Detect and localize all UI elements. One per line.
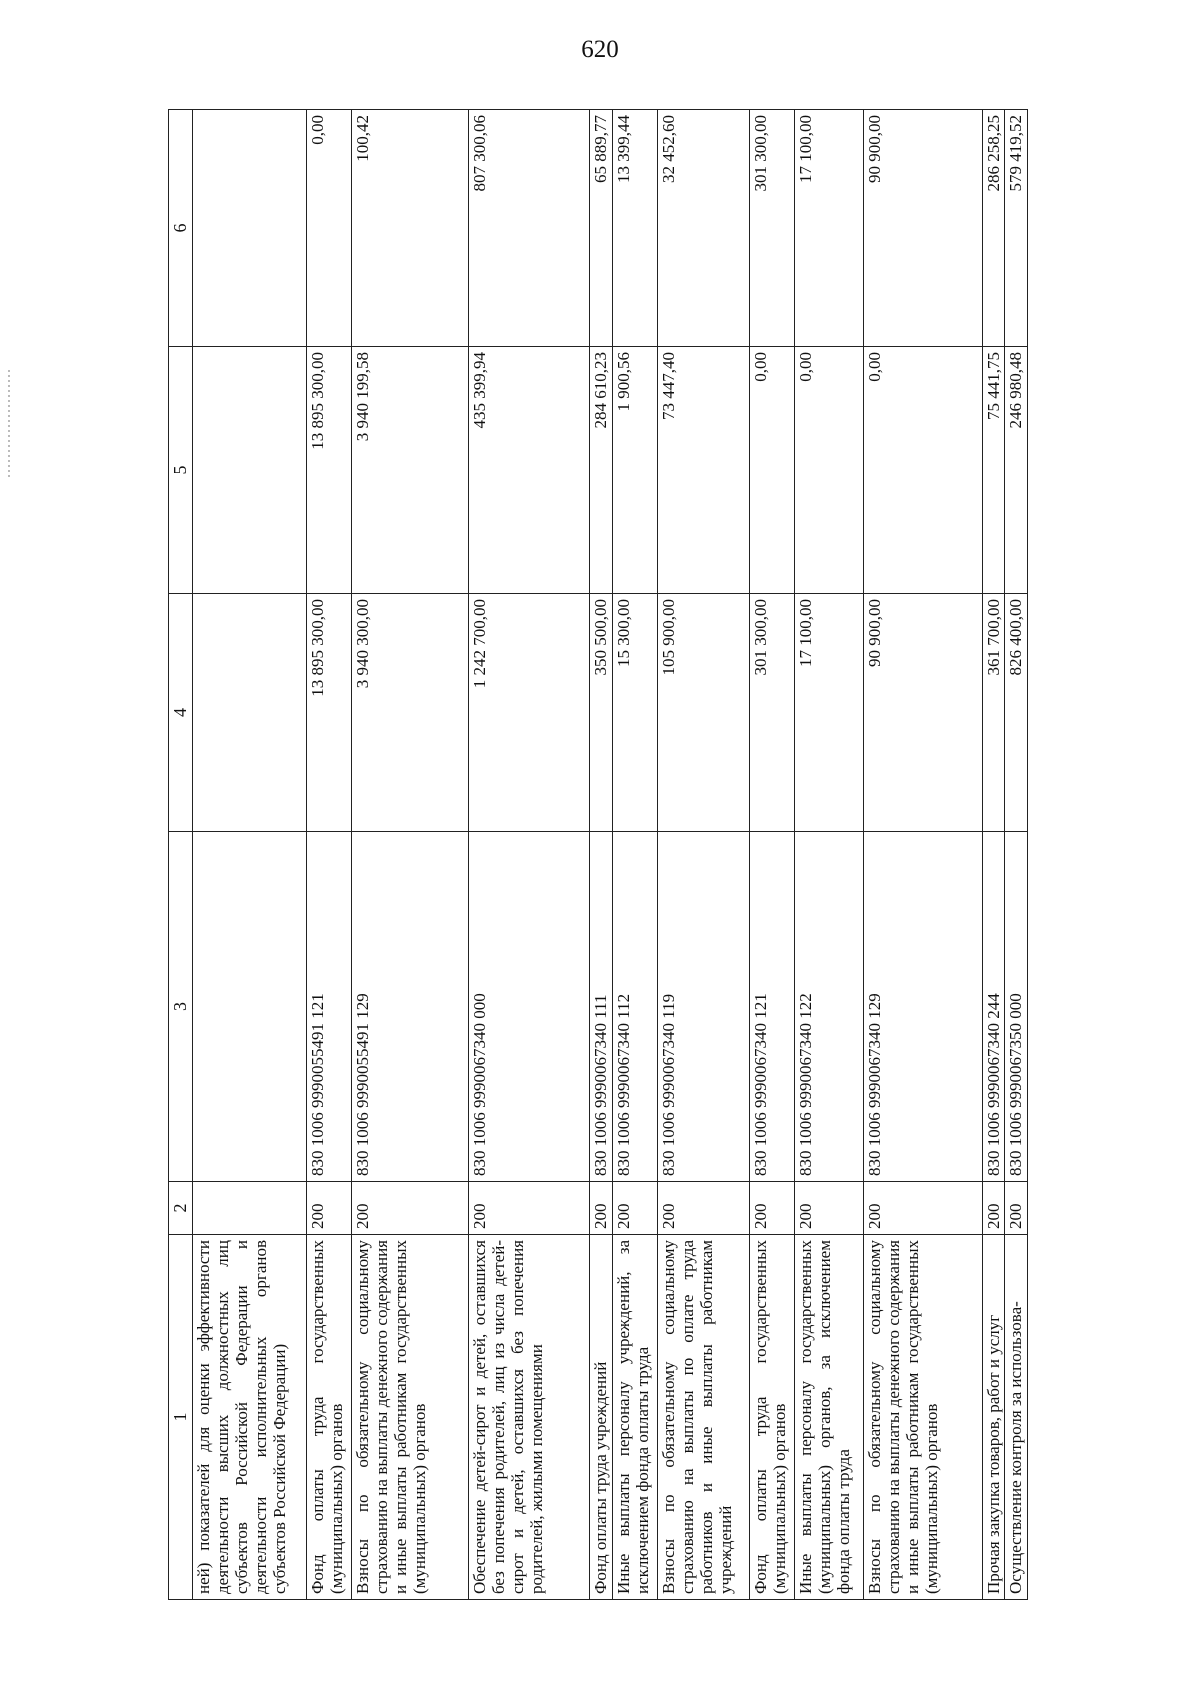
table-row	[794, 110, 864, 1600]
row-col-6: 100,42	[351, 110, 469, 347]
row-col-6: 32 452,60	[657, 110, 749, 347]
row-col-5: 435 399,94	[469, 347, 590, 594]
row-col-6: 301 300,00	[749, 110, 794, 347]
table-header-row	[169, 110, 193, 1600]
row-name: ней) показателей для оценки эффективности деятельности высших должностных лиц субъектов Российской Федерации и деятельности исполнительных органов субъектов Российской Федерации)	[193, 1235, 307, 1600]
row-col-5: 0,00	[749, 347, 794, 594]
row-col-5: 73 447,40	[657, 347, 749, 594]
row-col-6: 286 258,25	[982, 110, 1005, 347]
row-col-5: 0,00	[864, 347, 983, 594]
row-col-2: 200	[612, 1182, 657, 1235]
row-col-6: 807 300,06	[469, 110, 590, 347]
row-col-2: 200	[749, 1182, 794, 1235]
table-row	[1005, 110, 1028, 1600]
row-col-4: 826 400,00	[1005, 594, 1028, 832]
header-col-2: 2	[169, 1182, 193, 1235]
row-col-5: 246 980,48	[1005, 347, 1028, 594]
table-row	[657, 110, 749, 1600]
row-code: 830 1006 9990067340 244	[982, 832, 1005, 1182]
row-col-4: 361 700,00	[982, 594, 1005, 832]
table-row	[864, 110, 983, 1600]
row-col-2: 200	[1005, 1182, 1028, 1235]
table-row	[351, 110, 469, 1600]
row-col-2: 200	[306, 1182, 351, 1235]
row-name: Обеспечение детей-сирот и детей, оставшихся без попечения родителей, лиц из числа детей-сирот и детей, оставшихся без попечения родителей, жилыми помещениями	[469, 1235, 590, 1600]
row-col-4: 301 300,00	[749, 594, 794, 832]
row-name: Иные выплаты персоналу учреждений, за исключением фонда оплаты труда	[612, 1235, 657, 1600]
row-col-2: 200	[982, 1182, 1005, 1235]
row-col-5: 284 610,23	[590, 347, 613, 594]
row-col-4: 15 300,00	[612, 594, 657, 832]
row-col-4: 105 900,00	[657, 594, 749, 832]
row-name: Фонд оплаты труда государственных (муниципальных) органов	[306, 1235, 351, 1600]
row-name: Прочая закупка товаров, работ и услуг	[982, 1235, 1005, 1600]
header-col-5: 5	[169, 347, 193, 594]
row-col-6: 13 399,44	[612, 110, 657, 347]
row-col-4: 17 100,00	[794, 594, 864, 832]
row-code: 830 1006 9990067340 129	[864, 832, 983, 1182]
row-name: Иные выплаты персоналу государственных (муниципальных) органов, за исключением фонда оплаты труда	[794, 1235, 864, 1600]
row-col-5	[193, 347, 307, 594]
row-col-2: 200	[351, 1182, 469, 1235]
row-code: 830 1006 9990067340 112	[612, 832, 657, 1182]
row-code: 830 1006 9990067340 121	[749, 832, 794, 1182]
row-col-4: 13 895 300,00	[306, 594, 351, 832]
rotated-table-container	[168, 110, 1028, 1600]
page-number: 620	[581, 36, 619, 63]
row-code: 830 1006 9990067340 122	[794, 832, 864, 1182]
header-col-3: 3	[169, 832, 193, 1182]
row-col-4: 3 940 300,00	[351, 594, 469, 832]
row-name: Взносы по обязательному социальному страхованию на выплаты по оплате труда работников и иные выплаты работникам учреждений	[657, 1235, 749, 1600]
row-col-2: 200	[590, 1182, 613, 1235]
row-name: Фонд оплаты труда государственных (муниципальных) органов	[749, 1235, 794, 1600]
row-col-6	[193, 110, 307, 347]
budget-table	[168, 109, 1028, 1600]
row-col-6: 579 419,52	[1005, 110, 1028, 347]
row-col-5: 0,00	[794, 347, 864, 594]
table-row	[469, 110, 590, 1600]
row-col-2: 200	[864, 1182, 983, 1235]
row-code: 830 1006 9990055491 121	[306, 832, 351, 1182]
row-col-4: 1 242 700,00	[469, 594, 590, 832]
row-name: Осуществление контроля за использова-	[1005, 1235, 1028, 1600]
row-col-4: 90 900,00	[864, 594, 983, 832]
row-col-2: 200	[469, 1182, 590, 1235]
table-row	[749, 110, 794, 1600]
row-col-4	[193, 594, 307, 832]
header-col-4: 4	[169, 594, 193, 832]
row-col-6: 65 889,77	[590, 110, 613, 347]
table-row	[982, 110, 1005, 1600]
table-row	[193, 110, 307, 1600]
row-col-6: 0,00	[306, 110, 351, 347]
row-col-6: 17 100,00	[794, 110, 864, 347]
row-code: 830 1006 9990067350 000	[1005, 832, 1028, 1182]
row-col-5: 1 900,56	[612, 347, 657, 594]
row-col-2: 200	[794, 1182, 864, 1235]
row-code	[193, 832, 307, 1182]
row-col-5: 13 895 300,00	[306, 347, 351, 594]
row-col-2: 200	[657, 1182, 749, 1235]
row-col-2	[193, 1182, 307, 1235]
row-col-5: 75 441,75	[982, 347, 1005, 594]
table-row	[306, 110, 351, 1600]
row-code: 830 1006 9990067340 119	[657, 832, 749, 1182]
row-col-4: 350 500,00	[590, 594, 613, 832]
row-name: Взносы по обязательному социальному страхованию на выплаты денежного содержания и иные выплаты работникам государственных (муниципальных) органов	[351, 1235, 469, 1600]
row-name: Взносы по обязательному социальному страхованию на выплаты денежного содержания и иные выплаты работникам государственных (муниципальных) органов	[864, 1235, 983, 1600]
scan-artifact	[8, 370, 10, 480]
row-code: 830 1006 9990067340 000	[469, 832, 590, 1182]
table-row	[612, 110, 657, 1600]
row-name: Фонд оплаты труда учреждений	[590, 1235, 613, 1600]
row-col-5: 3 940 199,58	[351, 347, 469, 594]
header-col-1: 1	[169, 1235, 193, 1600]
header-col-6: 6	[169, 110, 193, 347]
row-code: 830 1006 9990067340 111	[590, 832, 613, 1182]
row-col-6: 90 900,00	[864, 110, 983, 347]
row-code: 830 1006 9990055491 129	[351, 832, 469, 1182]
table-row	[590, 110, 613, 1600]
